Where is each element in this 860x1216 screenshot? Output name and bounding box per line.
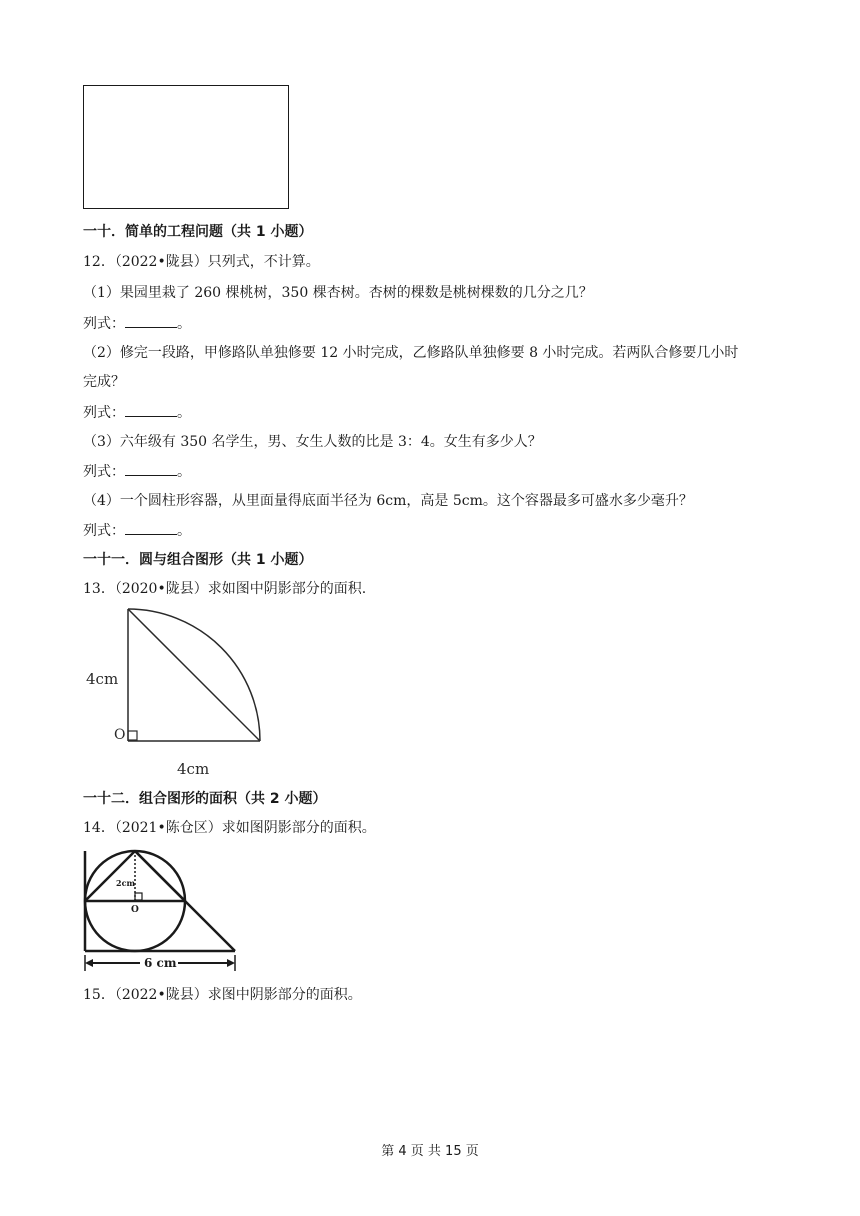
radius-label: 2cm — [116, 878, 135, 888]
period: 。 — [177, 523, 191, 539]
right-angle-mark — [135, 893, 142, 900]
center-label: O — [131, 905, 139, 915]
question-12-part-2b: 完成？ — [83, 374, 125, 390]
formula-line-2 — [83, 402, 191, 423]
formula-line-1 — [83, 313, 191, 334]
section-heading-10: 一十．简单的工程问题（共 1 小题） — [83, 224, 313, 240]
question-15-stem: 15．（2022•陇县）求图中阴影部分的面积。 — [83, 987, 362, 1003]
origin-label: O — [114, 727, 126, 743]
question-12-part-2a: （2）修完一段路，甲修路队单独修要 12 小时完成，乙修路队单独修要 8 小时完成。若两队合修要几小时 — [83, 345, 739, 361]
chord-line — [128, 609, 260, 741]
question-12-part-4: （4）一个圆柱形容器，从里面量得底面半径为 6cm，高是 5cm。这个容器最多可盛水多少毫升？ — [83, 493, 693, 509]
formula-label: 列式： — [83, 464, 125, 480]
question-12-part-1: （1）果园里栽了 260 棵桃树，350 棵杏树。杏树的棵数是桃树棵数的几分之几？ — [83, 285, 593, 301]
arrow-left-icon — [85, 959, 93, 967]
formula-label: 列式： — [83, 523, 125, 539]
question-13-stem: 13．（2020•陇县）求如图中阴影部分的面积. — [83, 581, 367, 597]
answer-box — [83, 85, 289, 209]
width-label: 6 cm — [144, 956, 177, 970]
formula-line-3 — [83, 461, 191, 482]
quarter-circle-figure — [80, 606, 280, 778]
bottom-label: 4cm — [177, 760, 210, 778]
answer-blank[interactable] — [125, 461, 177, 476]
arrow-right-icon — [227, 959, 235, 967]
circle-triangle-figure — [80, 843, 245, 973]
page-footer: 第 4 页 共 15 页 — [381, 1144, 479, 1159]
formula-line-4 — [83, 520, 191, 541]
answer-blank[interactable] — [125, 313, 177, 328]
side-label: 4cm — [86, 670, 119, 688]
period: 。 — [177, 464, 191, 480]
question-12-stem: 12．（2022•陇县）只列式，不计算。 — [83, 254, 320, 270]
period: 。 — [177, 316, 191, 332]
formula-label: 列式： — [83, 405, 125, 421]
section-heading-11: 一十一．圆与组合图形（共 1 小题） — [83, 552, 313, 568]
section-heading-12: 一十二．组合图形的面积（共 2 小题） — [83, 791, 327, 807]
question-14-stem: 14．（2021•陈仓区）求如图阴影部分的面积。 — [83, 820, 376, 836]
question-12-part-3: （3）六年级有 350 名学生，男、女生人数的比是 3：4。女生有多少人？ — [83, 434, 542, 450]
formula-label: 列式： — [83, 316, 125, 332]
answer-blank[interactable] — [125, 520, 177, 535]
right-angle-mark — [128, 731, 137, 740]
period: 。 — [177, 405, 191, 421]
answer-blank[interactable] — [125, 402, 177, 417]
